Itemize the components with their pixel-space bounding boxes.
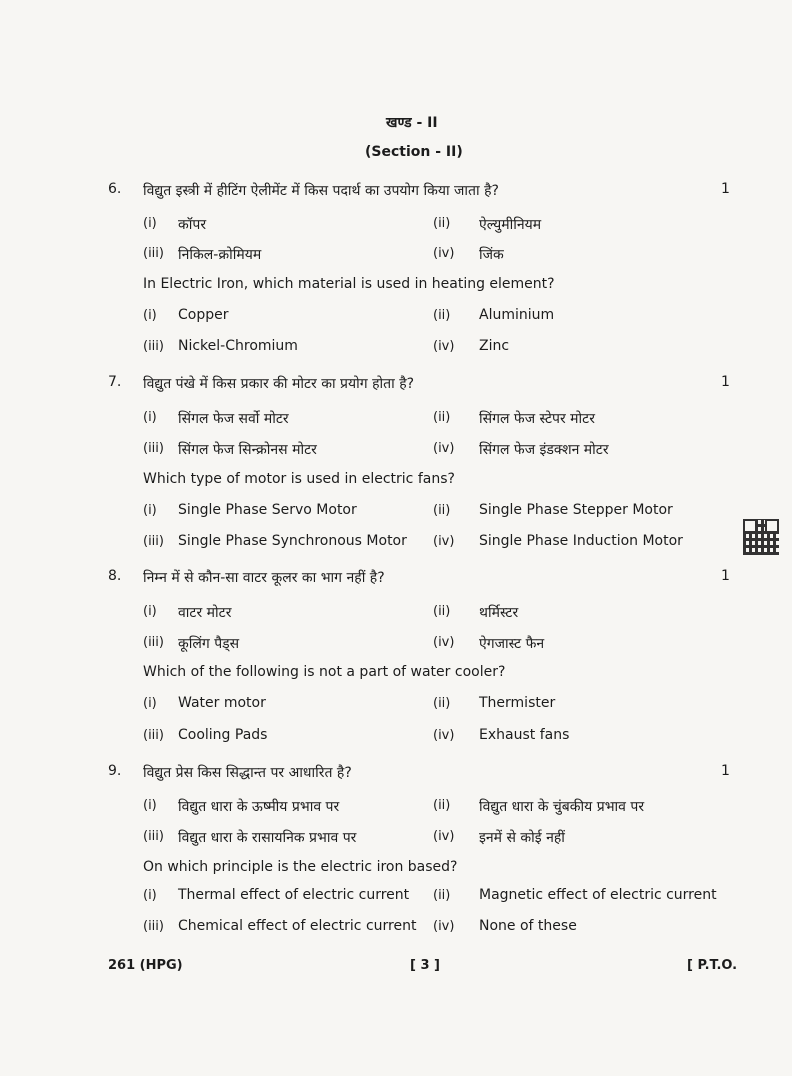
option-number-hindi: (ii) [433,216,451,231]
option-text-english: Chemical effect of electric current [178,918,417,934]
option-text-hindi: ऐगजास्ट फैन [479,636,545,652]
question-number: 7. [108,374,122,390]
section-title-english: (Section - II) [365,144,463,160]
question-text-english: Which type of motor is used in electric fans? [143,471,455,487]
option-number-english: (i) [143,696,157,711]
option-number-hindi: (i) [143,216,157,231]
question-text-english: On which principle is the electric iron based? [143,859,458,875]
question-number: 9. [108,763,122,779]
option-text-english: Single Phase Induction Motor [479,533,683,549]
question-number: 6. [108,181,122,197]
section-title-hindi: खण्ड - II [386,115,438,131]
option-number-hindi: (iii) [143,441,164,456]
option-number-english: (i) [143,308,157,323]
option-text-english: Aluminium [479,307,555,323]
option-text-english: Copper [178,307,229,323]
option-number-hindi: (iv) [433,441,455,456]
question-text-english: Which of the following is not a part of water cooler? [143,664,506,680]
option-number-hindi: (iii) [143,246,164,261]
option-number-hindi: (i) [143,798,157,813]
question-number: 8. [108,568,122,584]
option-number-english: (iii) [143,534,164,549]
option-text-hindi: सिंगल फेज इंडक्शन मोटर [479,442,609,458]
option-text-hindi: ऐल्युमीनियम [479,217,542,233]
question-text-hindi: विद्युत इस्त्री में हीटिंग ऐलीमेंट में किस पदार्थ का उपयोग किया जाता है? [143,183,499,199]
qr-code [743,519,779,555]
option-text-english: Thermal effect of electric current [178,887,410,903]
option-number-hindi: (ii) [433,410,451,425]
option-number-english: (iii) [143,339,164,354]
option-text-hindi: इनमें से कोई नहीं [479,830,565,846]
option-text-english: Single Phase Servo Motor [178,502,357,518]
option-text-hindi: विद्युत धारा के रासायनिक प्रभाव पर [178,830,357,846]
question-marks: 1 [721,181,730,197]
option-text-hindi: विद्युत धारा के ऊष्मीय प्रभाव पर [178,799,340,815]
question-text-hindi: विद्युत प्रेस किस सिद्धान्त पर आधारित है? [143,765,352,781]
option-text-hindi: जिंक [479,247,504,263]
question-text-english: In Electric Iron, which material is used in heating element? [143,276,555,292]
option-text-hindi: विद्युत धारा के चुंबकीय प्रभाव पर [479,799,645,815]
option-number-hindi: (ii) [433,798,451,813]
option-number-hindi: (iii) [143,829,164,844]
option-text-english: Cooling Pads [178,727,268,743]
option-number-english: (i) [143,503,157,518]
option-text-hindi: सिंगल फेज सर्वो मोटर [178,411,289,427]
option-text-english: None of these [479,918,577,934]
option-text-hindi: सिंगल फेज सिन्क्रोनस मोटर [178,442,317,458]
option-text-hindi: कूलिंग पैड्स [178,636,240,652]
option-number-hindi: (ii) [433,604,451,619]
option-text-hindi: वाटर मोटर [178,605,232,621]
option-text-english: Single Phase Stepper Motor [479,502,673,518]
option-text-english: Thermister [479,695,556,711]
question-marks: 1 [721,763,730,779]
option-text-english: Water motor [178,695,266,711]
option-number-english: (iv) [433,534,455,549]
option-text-hindi: कॉपर [178,217,207,233]
footer-pto: [ P.T.O. [687,958,738,973]
option-number-english: (iv) [433,728,455,743]
option-number-english: (ii) [433,308,451,323]
option-number-english: (ii) [433,696,451,711]
option-number-english: (ii) [433,503,451,518]
option-number-hindi: (iii) [143,635,164,650]
option-text-english: Nickel-Chromium [178,338,298,354]
option-text-hindi: निकिल-क्रोमियम [178,247,262,263]
option-number-english: (iv) [433,339,455,354]
question-text-hindi: विद्युत पंखे में किस प्रकार की मोटर का प्रयोग होता है? [143,376,415,392]
option-number-hindi: (iv) [433,635,455,650]
option-number-hindi: (iv) [433,246,455,261]
option-number-english: (iii) [143,728,164,743]
option-number-hindi: (iv) [433,829,455,844]
question-text-hindi: निम्न में से कौन-सा वाटर कूलर का भाग नहीं है? [143,570,385,586]
option-number-english: (iii) [143,919,164,934]
option-text-english: Single Phase Synchronous Motor [178,533,407,549]
option-number-english: (i) [143,888,157,903]
option-number-hindi: (i) [143,604,157,619]
option-number-english: (ii) [433,888,451,903]
option-text-hindi: थर्मिस्टर [479,605,519,621]
question-marks: 1 [721,374,730,390]
option-number-english: (iv) [433,919,455,934]
option-text-english: Exhaust fans [479,727,570,743]
option-text-english: Zinc [479,338,510,354]
option-text-english: Magnetic effect of electric current [479,887,717,903]
question-marks: 1 [721,568,730,584]
footer-paper-code: 261 (HPG) [108,958,183,973]
option-number-hindi: (i) [143,410,157,425]
option-text-hindi: सिंगल फेज स्टेपर मोटर [479,411,595,427]
footer-page-number: [ 3 ] [410,958,440,973]
